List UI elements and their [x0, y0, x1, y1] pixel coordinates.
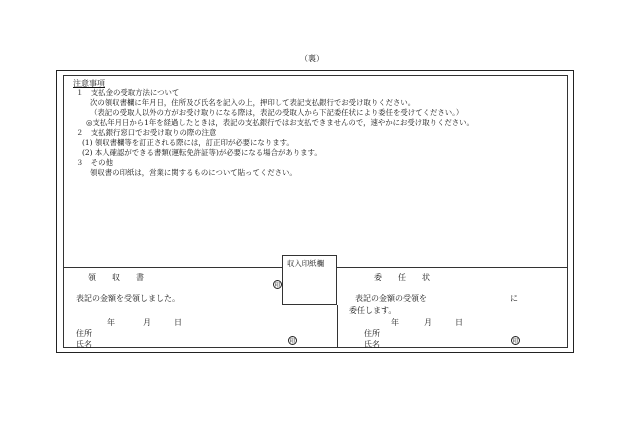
- receipt-title: 領 収 書: [88, 273, 144, 282]
- receipt-date-day: 日: [174, 318, 182, 327]
- receipt-date-month: 月: [143, 318, 151, 327]
- stamp-seal-mark-icon: 印: [274, 282, 281, 289]
- delegation-text-1: 表記の金額の受領を: [355, 294, 427, 303]
- note-line: １ 支払金の受取方法について: [76, 88, 180, 97]
- note-line: （表記の受取人以外の方がお受け取りになる際は，表記の受取人から下記委任状により委任を受けてください。）: [90, 108, 464, 117]
- delegation-date-year: 年: [391, 318, 399, 327]
- delegation-text-2: 委任します。: [349, 306, 397, 315]
- sheet-side-label: （裏）: [300, 54, 324, 63]
- note-line: ◎支払年月日から1年を経過したときは，表記の支払銀行ではお支払できませんので，速やかにお受け取りください。: [86, 118, 474, 127]
- delegation-date-day: 日: [455, 318, 463, 327]
- receipt-seal-mark-icon: 印: [289, 338, 296, 345]
- delegation-title: 委 任 状: [374, 273, 430, 282]
- column-divider: [337, 305, 338, 348]
- revenue-stamp-title: 収入印紙欄: [287, 259, 324, 268]
- note-line: ２ 支払銀行窓口でお受け取りの際の注意: [76, 128, 217, 137]
- delegation-date-month: 月: [424, 318, 432, 327]
- note-line: 次の領収書欄に年月日，住所及び氏名を記入の上，押印して表記支払銀行でお受け取りください。: [90, 98, 416, 107]
- delegation-seal-mark-icon: 印: [512, 338, 519, 345]
- note-line: 領収書の印紙は，営業に関するものについて貼ってください。: [90, 168, 297, 177]
- delegation-text-1-end: に: [510, 294, 518, 303]
- receipt-text: 表記の金額を受領しました。: [76, 294, 180, 303]
- receipt-address-label: 住所: [76, 329, 92, 338]
- note-line: ３ その他: [76, 158, 113, 167]
- note-line: (1) 領収書欄等を訂正される際には，訂正印が必要になります。: [82, 138, 294, 147]
- note-line: (2) 本人確認ができる書類(運転免許証等)が必要になる場合があります。: [82, 148, 322, 157]
- delegation-address-label: 住所: [364, 329, 380, 338]
- receipt-date-year: 年: [107, 318, 115, 327]
- notes-title: 注意事項: [73, 79, 105, 88]
- delegation-name-label: 氏名: [364, 340, 380, 349]
- receipt-name-label: 氏名: [76, 340, 92, 349]
